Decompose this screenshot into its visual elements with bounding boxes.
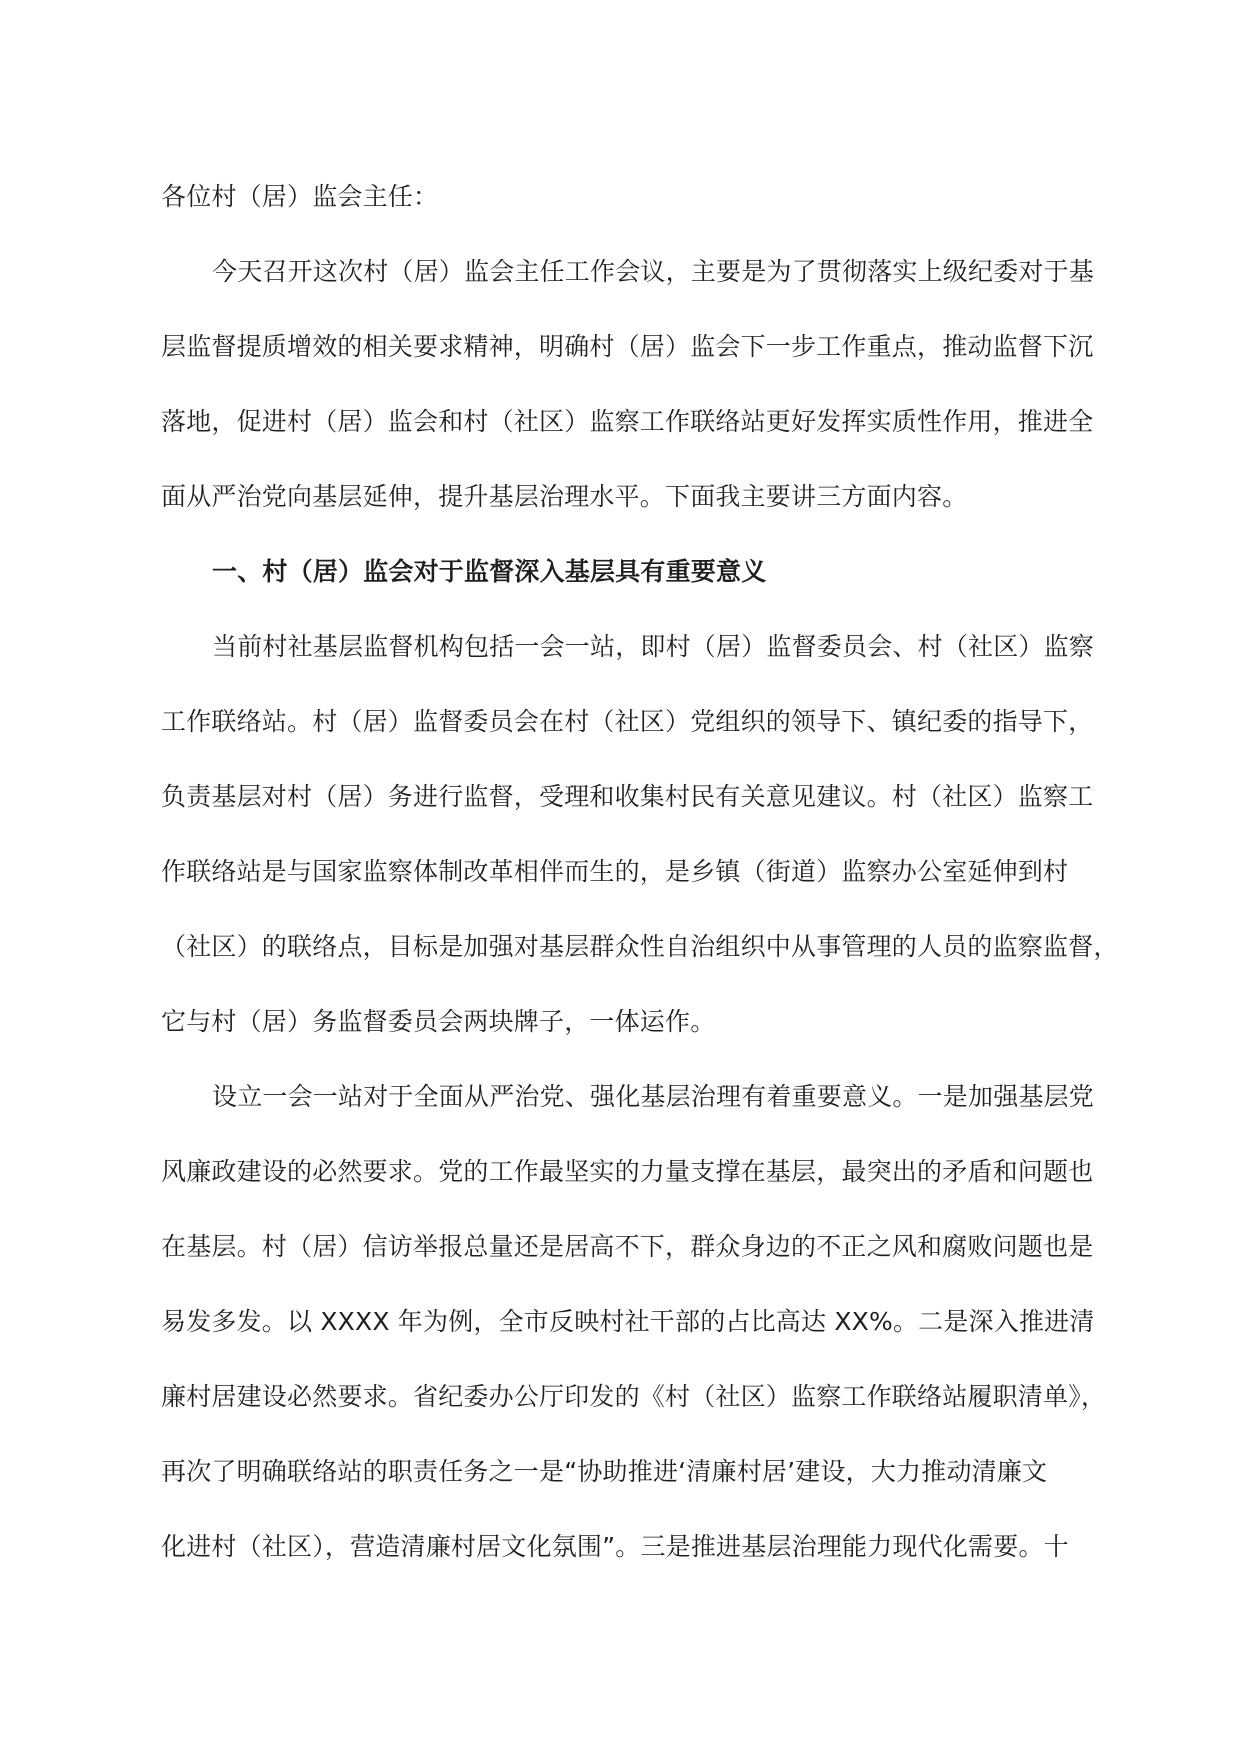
para2-line-3: 在基层。村（居）信访举报总量还是居高不下，群众身边的不正之风和腐败问题也是 [161,1232,1094,1261]
para1-line-1: 当前村社基层监督机构包括一会一站，即村（居）监督委员会、村（社区）监察 [212,632,1095,661]
para2-line-7: 化进村（社区），营造清廉村居文化氛围”。三是推进基层治理能力现代化需要。十 [161,1532,1069,1561]
intro-line-2: 层监督提质增效的相关要求精神，明确村（居）监会下一步工作重点，推动监督下沉 [161,332,1094,361]
para1-line-5: （社区）的联络点，目标是加强对基层群众性自治组织中从事管理的人员的监察监督， [161,932,1119,961]
para1-line-6: 它与村（居）务监督委员会两块牌子，一体运作。 [161,1007,716,1036]
para1-line-2: 工作联络站。村（居）监督委员会在村（社区）党组织的领导下、镇纪委的指导下， [161,707,1094,736]
para2-line-6: 再次了明确联络站的职责任务之一是“协助推进‘清廉村居’建设，大力推动清廉文 [161,1457,1048,1486]
section-heading: 一、村（居）监会对于监督深入基层具有重要意义 [212,557,767,586]
para2-line-5: 廉村居建设必然要求。省纪委办公厅印发的《村（社区）监察工作联络站履职清单》， [161,1382,1107,1411]
para1-line-3: 负责基层对村（居）务进行监督，受理和收集村民有关意见建议。村（社区）监察工 [161,782,1094,811]
para2-line-4: 易发多发。以 XXXX 年为例，全市反映村社干部的占比高达 XX%。二是深入推进清 [161,1307,1095,1336]
intro-line-1: 今天召开这次村（居）监会主任工作会议，主要是为了贯彻落实上级纪委对于基 [212,257,1095,286]
para1-line-4: 作联络站是与国家监察体制改革相伴而生的，是乡镇（街道）监察办公室延伸到村 [161,857,1069,886]
para2-line-1: 设立一会一站对于全面从严治党、强化基层治理有着重要意义。一是加强基层党 [212,1082,1095,1111]
intro-line-4: 面从严治党向基层延伸，提升基层治理水平。下面我主要讲三方面内容。 [161,482,968,511]
para2-line-2: 风廉政建设的必然要求。党的工作最坚实的力量支撑在基层，最突出的矛盾和问题也 [161,1157,1094,1186]
salutation: 各位村（居）监会主任： [161,182,439,211]
intro-line-3: 落地，促进村（居）监会和村（社区）监察工作联络站更好发挥实质性作用，推进全 [161,407,1094,436]
